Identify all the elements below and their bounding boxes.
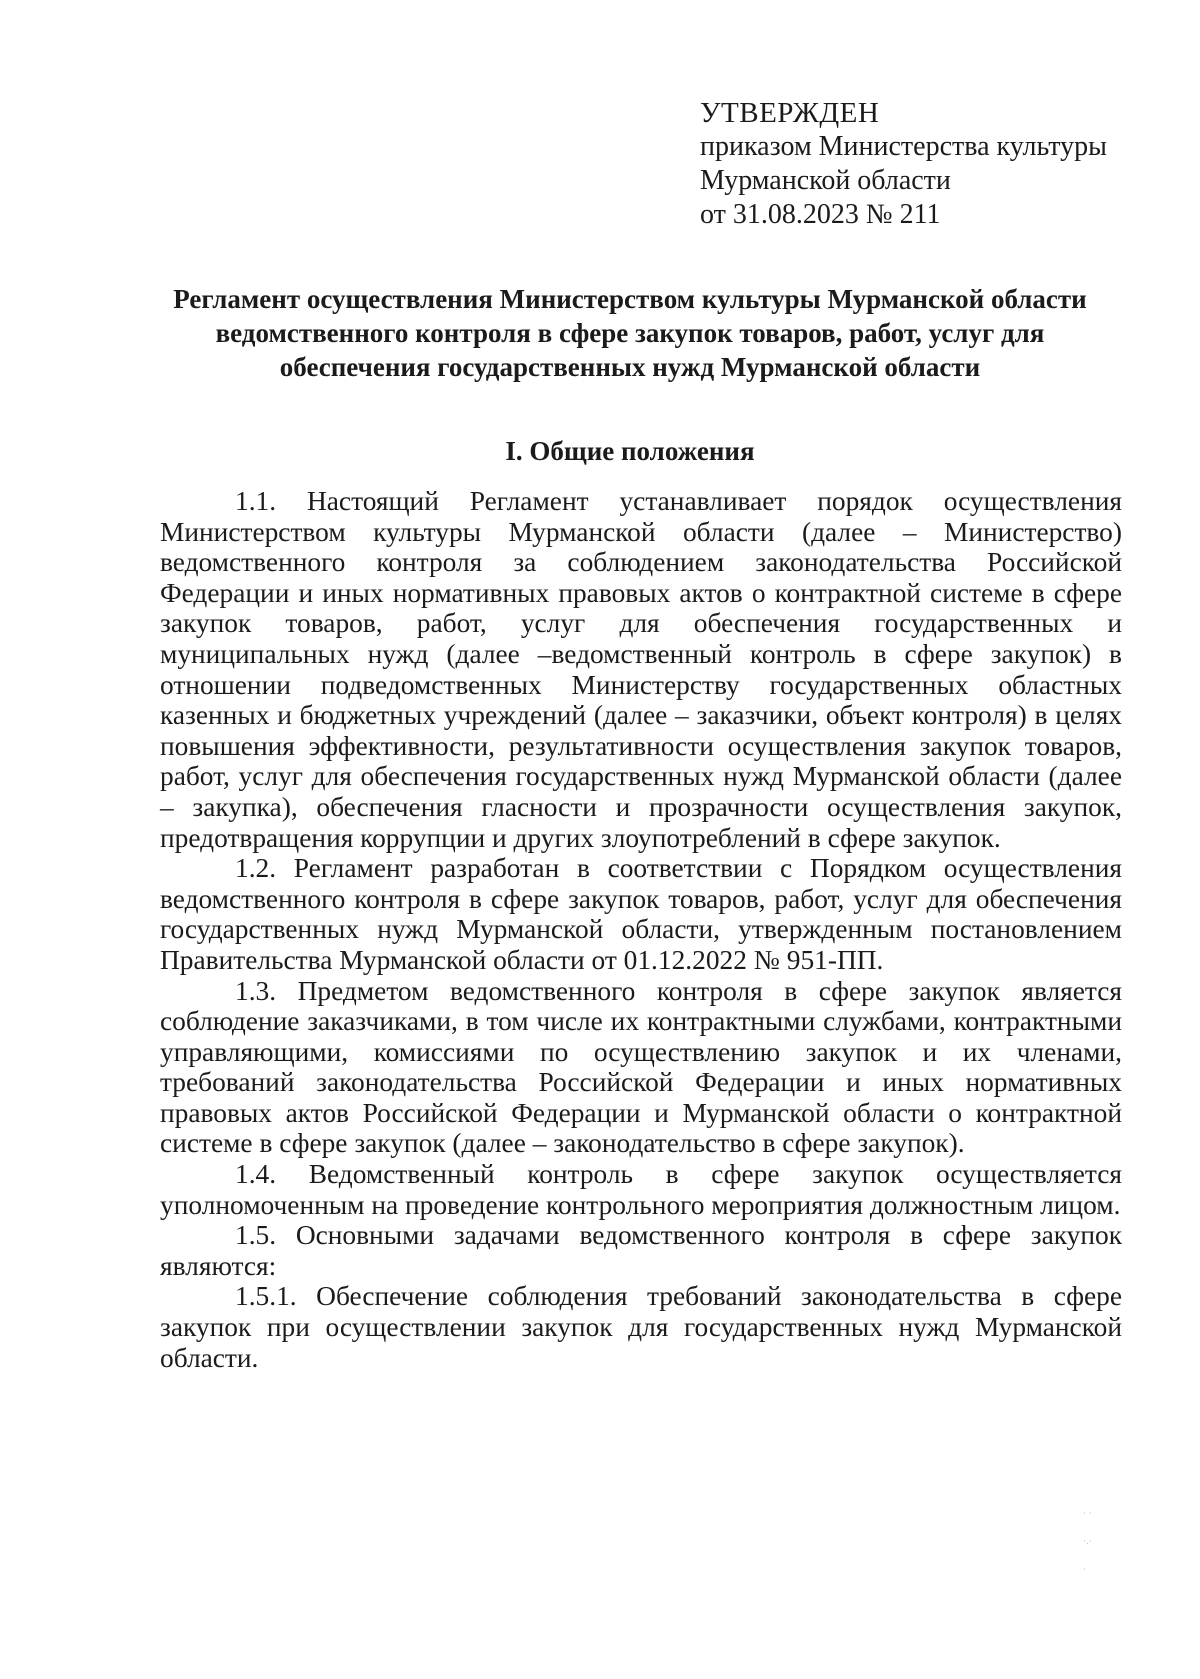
approval-date-line: от 31.08.2023 № 211 <box>700 199 941 230</box>
document-body <box>160 486 1122 1373</box>
document-title: Регламент осуществления Министерством культуры Мурманской области ведомственного контроля в сфере закупок товаров, работ, услуг для обеспечения государственных нужд Мурманской области <box>173 284 1087 382</box>
paragraph-1-4: 1.4. Ведомственный контроль в сфере закупок осуществляется уполномоченным на проведение контрольного мероприятия должностным лицом. <box>160 1159 1122 1220</box>
approval-stamp <box>700 96 1160 232</box>
approval-order-line: приказом Министерства культуры <box>700 131 1107 162</box>
approval-heading: УТВЕРЖДЕН <box>700 97 880 129</box>
scan-margin-marks-icon: · · ·.· · <box>1083 1509 1092 1575</box>
paragraph-1-5-1: 1.5.1. Обеспечение соблюдения требований законодательства в сфере закупок при осуществлении закупок для государственных нужд Мурманской области. <box>160 1281 1122 1373</box>
paragraph-1-2: 1.2. Регламент разработан в соответствии с Порядком осуществления ведомственного контроля в сфере закупок товаров, работ, услуг для обеспечения государственных нужд Мурманской области, утвержденным постановлением Правительства Мурманской области от 01.12.2022 № 951-ПП. <box>160 853 1122 975</box>
paragraph-1-3: 1.3. Предметом ведомственного контроля в сфере закупок является соблюдение заказчиками, в том числе их контрактными службами, контрактными управляющими, комиссиями по осуществлению закупок и их членами, требований законодательства Российской Федерации и иных нормативных правовых актов Российской Федерации и Мурманской области о контрактной системе в сфере закупок (далее – законодательство в сфере закупок). <box>160 975 1122 1159</box>
paragraph-1-5: 1.5. Основными задачами ведомственного контроля в сфере закупок являются: <box>160 1220 1122 1281</box>
paragraph-1-1: 1.1. Настоящий Регламент устанавливает порядок осуществления Министерством культуры Мурманской области (далее – Министерство) ведомственного контроля за соблюдением законодательства Российской Федерации и иных нормативных правовых актов о контрактной системе в сфере закупок товаров, работ, услуг для обеспечения государственных и муниципальных нужд (далее –ведомственный контроль в сфере закупок) в отношении подведомственных Министерству государственных областных казенных и бюджетных учреждений (далее – заказчики, объект контроля) в целях повышения эффективности, результативности осуществления закупок товаров, работ, услуг для обеспечения государственных нужд Мурманской области (далее – закупка), обеспечения гласности и прозрачности осуществления закупок, предотвращения коррупции и других злоупотреблений в сфере закупок. <box>160 486 1122 853</box>
approval-region-line: Мурманской области <box>700 165 951 196</box>
section-title: I. Общие положения <box>505 436 755 466</box>
